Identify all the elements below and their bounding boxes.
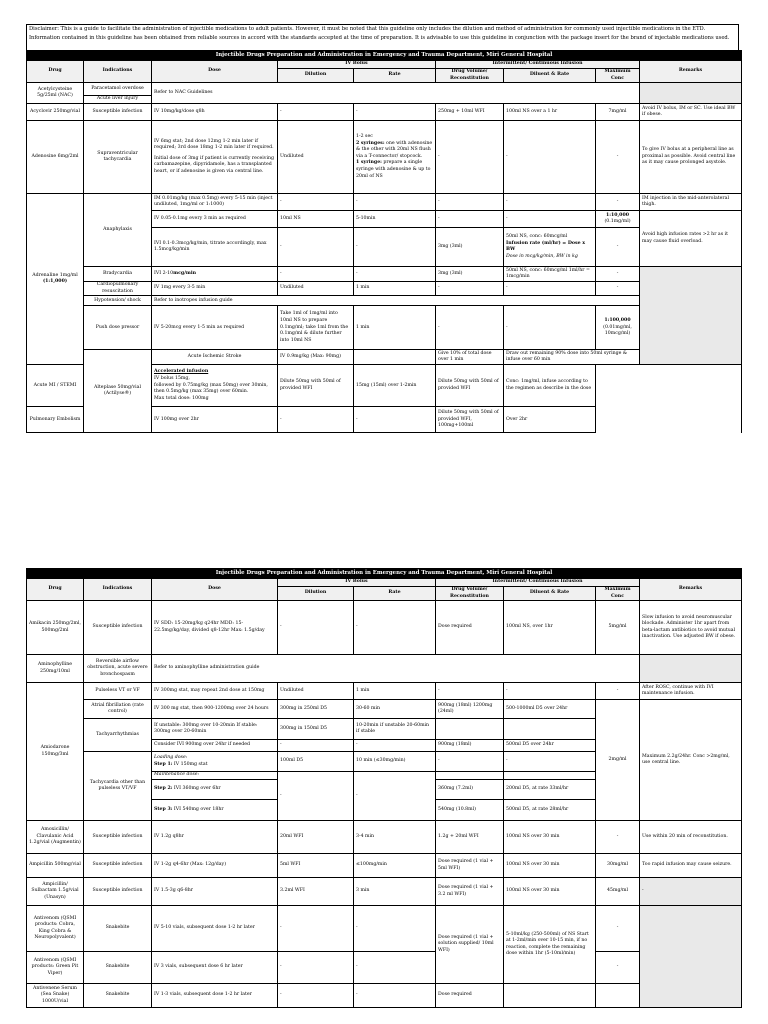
diluent-rate: - [504,306,596,350]
drug-name: Amoxicillin/ Clavulanic Acid 1.2g/vial (Augmentin) [27,821,84,854]
rate: - [354,772,436,821]
dilution: - [278,984,354,1008]
dose-line: followed by 0.75mg/kg (max 50mg) over 30min, [154,382,268,388]
indication: Snakebite [84,984,152,1008]
dilution: Undiluted [278,282,354,296]
drug-name: Adenosine 6mg/2ml [27,121,84,194]
rate: - [354,407,436,433]
drug-volume: 250mg + 10ml WFI [436,104,504,121]
indication: Pulmonary Embolism [27,407,84,433]
rate: - [354,194,436,211]
rate: - [354,601,436,655]
drug-name: Amiodarone 150mg/3ml [27,683,84,821]
drug-volume: - [436,683,504,700]
drug-table-2 [26,568,742,1008]
dose-line: IV bolus 15mg, [154,375,190,381]
diluent-rate: Over 2hr [504,407,596,433]
diluent-rate [504,984,596,1008]
dose: If unstable: 300mg over 10-20min If stable: 300mg over 20-60min [152,719,278,740]
dose: IV 300 mg stat, then 900-1200mg over 24 hours [152,700,278,719]
remarks: Avoid high infusion rates >2 hr as it may cause fluid overload. [640,211,742,267]
table-2-container [26,568,741,1008]
dilution: 5ml WFI [278,854,354,878]
dilution: 300mg in 250ml D5 [278,700,354,719]
indication: Bradycardia [84,267,152,282]
dose: IV SDD: 15-20mg/kg q24hr MDD: 15-22.5mg/kg/day, divided q8-12hr Max: 1.5g/day [152,601,278,655]
header-remarks: Remarks [640,61,742,83]
table-title: Injectible Drugs Preparation and Administration in Emergency and Trauma Department, Miri General Hospital [27,51,742,61]
rate: ≤100mg/min [354,854,436,878]
drug-volume: Dose required [436,601,504,655]
drug-name: Acetylcysteine 5g/25ml (NAC) [27,83,84,104]
drug-volume: 540mg (10.8ml) [436,800,504,821]
rate-line: 1 syringe: [356,160,382,166]
diluent-rate: - [504,211,596,228]
header-remarks: Remarks [640,579,742,601]
rate: 10 min (≤30mg/min) [354,752,436,772]
diluent-rate: 100ml NS, over 1hr [504,601,596,655]
diluent-rate [504,772,596,780]
dose-line: Max total dose: 100mg [154,395,209,401]
remarks [640,906,742,1008]
diluent-rate: 100ml NS over a 1 hr [504,104,596,121]
drug-name: Ampicillin 500mg/vial [27,854,84,878]
header-diluent-rate: Diluent & Rate [504,587,596,601]
indication: Acute Ischemic Stroke [152,350,278,365]
dose-part: IV 150mg stat [172,761,208,767]
dose-line: then 0.5mg/kg (max 35mg) over 60min. [154,389,249,395]
dose: IV 5-20mcg every 1-5 min as required [152,306,278,350]
dose [152,800,278,821]
dose: Consider IVI 900mg over 24hr if needed [152,740,278,752]
rate: 3-4 min [354,821,436,854]
max-conc: - [596,228,640,267]
dilution [354,350,436,365]
drug-volume: Dose required (1 vial + 3.2 ml WFI) [436,878,504,906]
indication: Susceptible infection [84,821,152,854]
remarks: Slow infusion to avoid neuromuscular blockade. Administer 1hr apart from beta-lactam antibiotics to avoid mutual inactivation. Use adjusted BW if obese. [640,601,742,655]
rate: - [354,267,436,282]
remarks: - [640,878,742,906]
drug-name: Ampicillin/ Sulbactam 1.5g/vial (Unasyn) [27,878,84,906]
max-conc: 7mg/ml [596,104,640,121]
dose: IV 1mg every 3-5 min [152,282,278,296]
dilution: - [278,194,354,211]
rate: 3 min [354,878,436,906]
drug-volume [436,772,504,780]
indication: Snakebite [84,906,152,952]
dose-part: mcg/min [173,270,197,276]
indication: Acute MI / STEMI [27,365,84,407]
remarks: IM injection in the mid-anterolateral thigh. [640,194,742,211]
header-dilution: Dilution [278,69,354,83]
remarks: After ROSC, continue with IVI maintenance infusion. [640,683,742,700]
drug-volume: - [436,194,504,211]
rate [354,121,436,194]
dilution: - [278,407,354,433]
rate: - [354,104,436,121]
drug-volume: - [436,752,504,772]
drug-volume: Dose required (1 vial + 5ml WFI) [436,854,504,878]
indication: Supraventricular tachycardia [84,121,152,194]
rate: - [354,228,436,267]
dilution: - [278,104,354,121]
remarks: Too rapid infusion may cause seizure. [640,854,742,878]
dose [152,780,278,800]
diluent-rate: - [504,121,596,194]
drug-volume: 360mg (7.2ml) [436,780,504,800]
dose: IV 100mg over 2hr [152,407,278,433]
dose-part: IVI 360mg over 6hr [172,786,221,792]
infusion: Draw out remaining 90% dose into 50ml syringe & infuse over 60 min [504,350,640,365]
dilution: Undiluted [278,121,354,194]
header-dose: Dose [152,579,278,601]
dilution: Take 1ml of 1mg/ml into 10ml NS to prepare 0.1mg/ml; take 1ml from the 0.1mg/ml & dilute further into 10ml NS [278,306,354,350]
drug-table-1 [26,50,742,433]
rate: 5-10min [354,211,436,228]
dose: IVI 0.1-0.3mcg/kg/min, titrate accordingly, max 1.5mcg/kg/min [152,228,278,267]
rate: - [354,740,436,752]
max-conc [596,984,640,1008]
dose: IV 0.05-0.1mg every 3 min as required [152,211,278,228]
max-conc: - [596,683,640,700]
rate-line: prepare a single syringe with adenosine & up to 20ml of NS [356,160,431,179]
diluent-rate: 100ml NS over 30 min [504,821,596,854]
dose-part: Step 1: [154,761,173,767]
dilution: Undiluted [278,683,354,700]
indication: Susceptible infection [84,878,152,906]
disclaimer: Disclaimer: This is a guide to facilitate the administration of injectible medications to adult patients. However, it must be noted that this guideline only includes the dilution and method of administration for commonly used injectible medications in the ETD. Information contained in this guideline has been obtained from reliable sources in accord with the standards accepted at the time of preparation. It is advisable to use this guideline in conjunction with the package insert for the brand of injectable medications used. [26,24,739,50]
drug-volume: 3mg (3ml) [436,267,504,282]
header-drug-volume: Drug Volume/ Reconstitution [436,587,504,601]
header-intermittent: Intermittent/ Continuous Infusion [436,61,640,69]
max-conc: - [596,282,640,296]
dose-line: Accelerated infusion [154,369,209,375]
diluent-rate: Conc: 1mg/ml, infuse according to the regimen as describe in the dose [504,365,596,407]
drug-volume: Dilute 50mg with 50ml of provided WFI [436,365,504,407]
max-conc: - [596,821,640,854]
dose: IV 1.5-3g q6-8hr [152,878,278,906]
header-dilution: Dilution [278,587,354,601]
indication: Susceptible infection [84,601,152,655]
dilution: 3.2ml WFI [278,878,354,906]
diluent-rate [504,228,596,267]
dose: Maintenance dose: [152,772,278,780]
rate-line: 2 syringes: [356,140,385,146]
max-conc-line: (0.01mg/ml, 10mcg/ml) [603,324,632,337]
dilution: 20ml WFI [278,821,354,854]
diluent-line: Dose in mcg/kg/min, BW in kg [506,253,578,259]
header-diluent-rate: Diluent & Rate [504,69,596,83]
max-conc: - [596,267,640,282]
rate: 10-20min if unstable 20-60min if stable [354,719,436,740]
max-conc: 5mg/ml [596,601,640,655]
header-dose: Dose [152,61,278,83]
diluent-rate: 500ml D5 over 24hr [504,740,596,752]
drug-name [27,194,84,365]
diluent-rate: 500ml D5, at rate 28ml/hr [504,800,596,821]
dilution: - [278,952,354,984]
indication: Tachyarrhythmias [84,719,152,752]
diluent-rate: 100ml NS over 30 min [504,878,596,906]
header-max-conc: Maximum Conc [596,69,640,83]
rate-line: 1-2 sec [356,134,373,140]
header-indications: Indications [84,579,152,601]
header-max-conc: Maximum Conc [596,587,640,601]
dose: IV 300mg stat, may repeat 2nd dose at 150mg [152,683,278,700]
diluent-rate: 500-1000ml D5 over 24hr [504,700,596,719]
diluent-line: Infusion rate (ml/hr) = Dose x BW [506,240,586,253]
drug-volume: 900mg (18ml) 1200mg (24ml) [436,700,504,719]
header-rate: Rate [354,587,436,601]
diluent-rate [504,719,596,740]
rate: 15mg (15ml) over 1-2min [354,365,436,407]
drug-name-line: Adrenaline 1mg/ml [32,272,78,278]
indication: Tachycardia other than pulseless VT/VF [84,752,152,821]
dose [152,752,278,772]
dose: Refer to aminophylline administration guide [152,655,640,683]
drug-volume: 900mg (18ml) [436,740,504,752]
table-1-container [26,50,741,433]
dilution: 100ml D5 [278,752,354,772]
header-iv-bolus: IV Bolus [278,579,436,587]
max-conc: - [596,952,640,984]
diluent-rate: - [504,194,596,211]
dose: IV 5-10 vials, subsequent dose 1-2 hr later [152,906,278,952]
max-conc: 45mg/ml [596,878,640,906]
max-conc-line: (0.1mg/ml) [604,219,631,225]
indication: Pulseless VT or VF [84,683,152,700]
header-drug: Drug [27,579,84,601]
dose-part: Step 2: [154,786,173,792]
drug-volume: Dilute 50mg with 50ml of provided WFI, 100mg+100ml [436,407,504,433]
remarks [640,655,742,683]
max-conc: - [596,194,640,211]
indication: Acute liver injury [84,96,152,104]
indication: Susceptible infection [84,854,152,878]
dose: IM 0.01mg/kg (max 0.5mg) every 5-15 min (inject undiluted, 1mg/ml or 1:1000) [152,194,278,211]
header-rate: Rate [354,69,436,83]
diluent-rate: - [504,683,596,700]
drug-name: Acyclovir 250mg/vial [27,104,84,121]
indication: Atrial fibrillation (rate control) [84,700,152,719]
dilution: 300mg in 150ml D5 [278,719,354,740]
diluent-rate: - [504,282,596,296]
header-drug: Drug [27,61,84,83]
drug-volume: 3mg (3ml) [436,228,504,267]
rate: 1 min [354,306,436,350]
drug-volume: Dose required (1 vial + solution supplied/ 10ml WFI) [436,906,504,984]
diluent-rate: 5-10ml/kg (250-500ml) of NS Start at 1-2ml/min over 10-15 min, if no reaction, complete the remaining dose within 1hr (5-10ml/min) [504,906,596,984]
drug-volume: 1.2g + 20ml WFI [436,821,504,854]
dilution: - [278,267,354,282]
rate: - [354,952,436,984]
max-conc-line: 1:100,000 [604,317,631,323]
dose-line: Loading dose: [154,755,188,761]
dose: Refer to NAC Guidelines [152,83,640,104]
dose: IV 0.9mg/kg (Max: 90mg) [278,350,354,365]
max-conc: - [596,121,640,194]
drug-name: Antivenom (QSMI products: Green Pit Viper) [27,952,84,984]
max-conc: 30mg/ml [596,854,640,878]
diluent-rate: 200ml D5, at rate 33ml/hr [504,780,596,800]
max-conc [596,306,640,350]
dilution: Dilute 50mg with 50ml of provided WFI [278,365,354,407]
dose-part: IVI 2-10 [154,270,174,276]
drug-name: Alteplase 50mg/vial (Actilyse®) [84,350,152,433]
rate: 1 min [354,683,436,700]
drug-volume [436,719,504,740]
remarks: Maximum 2.2g/24hr. Conc >2mg/ml, use central line. [640,700,742,821]
indication: Susceptible infection [84,104,152,121]
dose-part: Step 3: [154,806,173,812]
remarks: To give IV bolus at a peripheral line as proximal as possible. Avoid central line as it may cause prolonged asystole. [640,121,742,194]
indication: Paracetamol overdose [84,83,152,96]
diluent-rate: 100ml NS over 30 min [504,854,596,878]
remarks [640,83,742,104]
dilution: - [278,228,354,267]
dose: IV 1-3 vials, subsequent dose 1-2 hr later [152,984,278,1008]
drug-name-line: (1:1,000) [42,279,68,285]
diluent-line: 50ml NS, conc: 60mcg/ml [506,234,568,239]
dose: IV 1-2g q4-6hr (Max: 12g/day) [152,854,278,878]
dilution: - [278,906,354,952]
max-conc: - [596,906,640,952]
rate: - [354,984,436,1008]
dose [152,267,278,282]
rate-line: one with adenosine & the other with 20ml NS flush via a T-connector/ stopcock. [356,140,433,159]
max-conc: 2mg/ml [596,700,640,821]
rate: 1 min [354,282,436,296]
dilution: 10ml NS [278,211,354,228]
table-title: Injectible Drugs Preparation and Administration in Emergency and Trauma Department, Miri General Hospital [27,569,742,579]
dilution: - [278,772,354,821]
drug-volume: - [436,211,504,228]
dose-line: Initial dose of 3mg if patient is currently receiving carbamazepine, dipyridamole, has a transplanted heart, or if adenosine is given via central line. [154,155,274,175]
drug-name: Antivenom (QSMI products: Cobra, King Cobra & Neuropolyvalent) [27,906,84,952]
rate: - [354,906,436,952]
dilution: - [278,740,354,752]
drug-volume: - [436,306,504,350]
max-conc [596,211,640,228]
indication: Hypotension/ shock [84,296,152,306]
dose: IV 1.2g q8hr [152,821,278,854]
max-conc-line: 1:10,000 [606,212,629,218]
drug-volume: Dose required [436,984,504,1008]
dilution: - [278,601,354,655]
indication: Push dose pressor [84,306,152,350]
remarks: Use within 20 min of reconstitution. [640,821,742,854]
header-iv-bolus: IV Bolus [278,61,436,69]
drug-name: Aminophylline 250mg/10ml [27,655,84,683]
remarks: Avoid IV bolus, IM or SC. Use ideal BW if obese. [640,104,742,121]
drug-volume: - [436,121,504,194]
indication: Cardiopulmonary resuscitation [84,282,152,296]
dose-line: IV 6mg stat; 2nd dose 12mg 1-2 min later if required; 3rd dose 18mg 1-2 min later if required. [154,138,274,151]
diluent-rate: - [504,752,596,772]
indication: Anaphylaxis [84,194,152,267]
rate: Give 10% of total dose over 1 min [436,350,504,365]
indication: Snakebite [84,952,152,984]
diluent-rate: 50ml NS, conc: 60mcg/ml 1ml/hr = 1mcg/min [504,267,596,282]
header-indications: Indications [84,61,152,83]
header-drug-volume: Drug Volume/ Reconstitution [436,69,504,83]
remarks [640,267,742,365]
dose [152,365,278,407]
drug-name: Antivenene Serum (Sea Snake) 1000U/vial [27,984,84,1008]
dose: Refer to inotropes infusion guide [152,296,640,306]
dose-part: IVI 540mg over 18hr [172,806,224,812]
dose: IV 10mg/kg/dose q8h [152,104,278,121]
dose: IV 3 vials, subsequent dose 6 hr later [152,952,278,984]
drug-name: Amikacin 250mg/2ml, 500mg/2ml [27,601,84,655]
drug-volume: - [436,282,504,296]
header-intermittent: Intermittent/ Continuous Infusion [436,579,640,587]
rate: 30-60 min [354,700,436,719]
indication: Reversible airflow obstruction, acute severe bronchospasm [84,655,152,683]
dose [152,121,278,194]
